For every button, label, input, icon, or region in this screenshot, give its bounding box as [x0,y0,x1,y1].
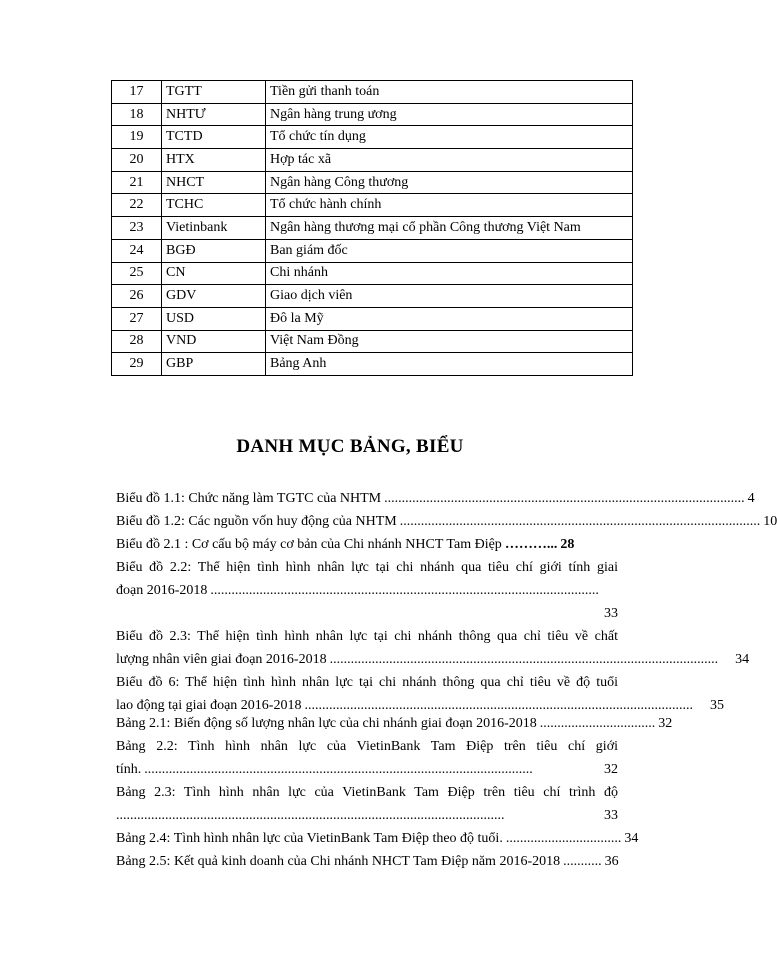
chart-list [116,487,777,717]
toc-entry-page: 36 [604,854,619,869]
row-number: 20 [112,149,162,172]
toc-entry-text: Biểu đồ 6: Thể hiện tình hình nhân lực tại chi nhánh thông qua chỉ tiêu về độ tuổi [116,675,618,690]
toc-entry-page: 33 [604,808,618,823]
toc-entry [116,671,724,717]
leader-dots: ............................................................................................................... [304,698,693,713]
row-meaning: Tổ chức hành chính [266,194,633,217]
toc-entry-text: Bảng 2.4: Tình hình nhân lực của VietinBank Tam Điệp theo độ tuổi. [116,831,503,846]
table-row [112,171,633,194]
row-number: 24 [112,239,162,262]
toc-entry [116,850,618,873]
row-number: 22 [112,194,162,217]
row-number: 23 [112,217,162,240]
row-abbreviation: VND [162,330,266,353]
row-meaning: Ngân hàng Công thương [266,171,633,194]
toc-entry-text: Biểu đồ 2.2: Thể hiện tình hình nhân lực tại chi nhánh qua tiêu chí giới tính giai [116,560,618,575]
toc-entry-page: 33 [604,606,618,621]
toc-entry-page: 28 [560,537,575,552]
toc-entry-page: 4 [747,491,755,506]
row-number: 28 [112,330,162,353]
toc-entry-text: Bảng 2.2: Tình hình nhân lực của VietinBank Tam Điệp trên tiêu chí giới [116,739,618,754]
row-meaning: Bảng Anh [266,353,633,376]
row-meaning: Hợp tác xã [266,149,633,172]
toc-entry-text: Biểu đồ 1.2: Các nguồn vốn huy động của NHTM [116,514,397,529]
table-row [112,239,633,262]
toc-entry [116,510,777,533]
table-row [112,103,633,126]
row-abbreviation: TCTD [162,126,266,149]
table-row [112,330,633,353]
row-meaning: Ngân hàng trung ương [266,103,633,126]
table-row [112,149,633,172]
toc-entry-text-cont: tính. [116,762,142,777]
toc-entry-text-cont: lượng nhân viên giai đoạn 2016-2018 [116,652,327,667]
toc-entry-text-cont: lao động tại giai đoạn 2016-2018 [116,698,302,713]
toc-entry [116,625,750,671]
toc-entry-text: Bảng 2.3: Tình hình nhân lực của VietinBank Tam Điệp trên tiêu chí trình độ [116,785,618,800]
table-row [112,126,633,149]
toc-entry-text: Bảng 2.1: Biến động số lượng nhân lực của chi nhánh giai đoạn 2016-2018 [116,716,537,731]
row-abbreviation: NHTƯ [162,103,266,126]
row-meaning: Ban giám đốc [266,239,633,262]
row-abbreviation: Vietinbank [162,217,266,240]
table-row [112,262,633,285]
table-row [112,307,633,330]
row-abbreviation: NHCT [162,171,266,194]
row-number: 29 [112,353,162,376]
row-meaning: Việt Nam Đồng [266,330,633,353]
leader-dots: ............................................................................................................... [116,808,505,823]
row-abbreviation: GDV [162,285,266,308]
toc-entry-text-cont: đoạn 2016-2018 [116,583,208,598]
toc-entry [116,827,639,850]
row-meaning: Đô la Mỹ [266,307,633,330]
toc-entry-page: 35 [709,698,724,713]
row-number: 27 [112,307,162,330]
toc-entry [116,533,618,556]
row-number: 25 [112,262,162,285]
row-number: 19 [112,126,162,149]
section-title: DANH MỤC BẢNG, BIỂU [236,436,464,457]
row-abbreviation: BGĐ [162,239,266,262]
toc-entry [116,781,618,827]
row-abbreviation: TGTT [162,81,266,104]
toc-entry-text: Bảng 2.5: Kết quả kinh doanh của Chi nhánh NHCT Tam Điệp năm 2016-2018 [116,854,561,869]
leader-dots: ....................................................................................................... [384,491,745,506]
abbreviation-table [111,80,633,376]
toc-entry [116,487,755,510]
table-list [116,712,673,873]
table-row [112,194,633,217]
row-abbreviation: HTX [162,149,266,172]
leader-dots: ............................................................................................................... [210,583,599,598]
row-number: 18 [112,103,162,126]
row-number: 21 [112,171,162,194]
table-row [112,285,633,308]
toc-entry-page: 34 [735,652,750,667]
leader-dots: ................................. [505,831,622,846]
row-abbreviation: TCHC [162,194,266,217]
toc-entry-text: Biểu đồ 2.1 : Cơ cấu bộ máy cơ bản của Chi nhánh NHCT Tam Điệp [116,537,502,552]
toc-entry-page: 34 [624,831,639,846]
row-meaning: Chi nhánh [266,262,633,285]
toc-entry-page: 32 [658,716,673,731]
toc-entry [116,556,618,625]
row-number: 17 [112,81,162,104]
leader-dots: ............................................................................................................... [144,762,533,777]
leader-dots: ………... [504,537,558,552]
toc-entry-page: 10 [763,514,777,529]
leader-dots: ............................................................................................................... [329,652,719,667]
toc-entry [116,735,618,781]
row-abbreviation: GBP [162,353,266,376]
row-meaning: Tiền gửi thanh toán [266,81,633,104]
row-abbreviation: CN [162,262,266,285]
row-number: 26 [112,285,162,308]
row-abbreviation: USD [162,307,266,330]
row-meaning: Ngân hàng thương mại cổ phần Công thương Việt Nam [266,217,633,240]
toc-entry-text: Biểu đồ 1.1: Chức năng làm TGTC của NHTM [116,491,382,506]
row-meaning: Tổ chức tín dụng [266,126,633,149]
toc-entry-page: 32 [604,762,618,777]
leader-dots: ....................................................................................................... [399,514,761,529]
leader-dots: ........... [563,854,602,869]
table-row [112,217,633,240]
leader-dots: ................................. [539,716,656,731]
toc-entry-text: Biểu đồ 2.3: Thể hiện tình hình nhân lực tại chi nhánh thông qua chỉ tiêu về chất [116,629,618,644]
row-meaning: Giao dịch viên [266,285,633,308]
table-row [112,353,633,376]
table-row [112,81,633,104]
toc-entry [116,712,673,735]
